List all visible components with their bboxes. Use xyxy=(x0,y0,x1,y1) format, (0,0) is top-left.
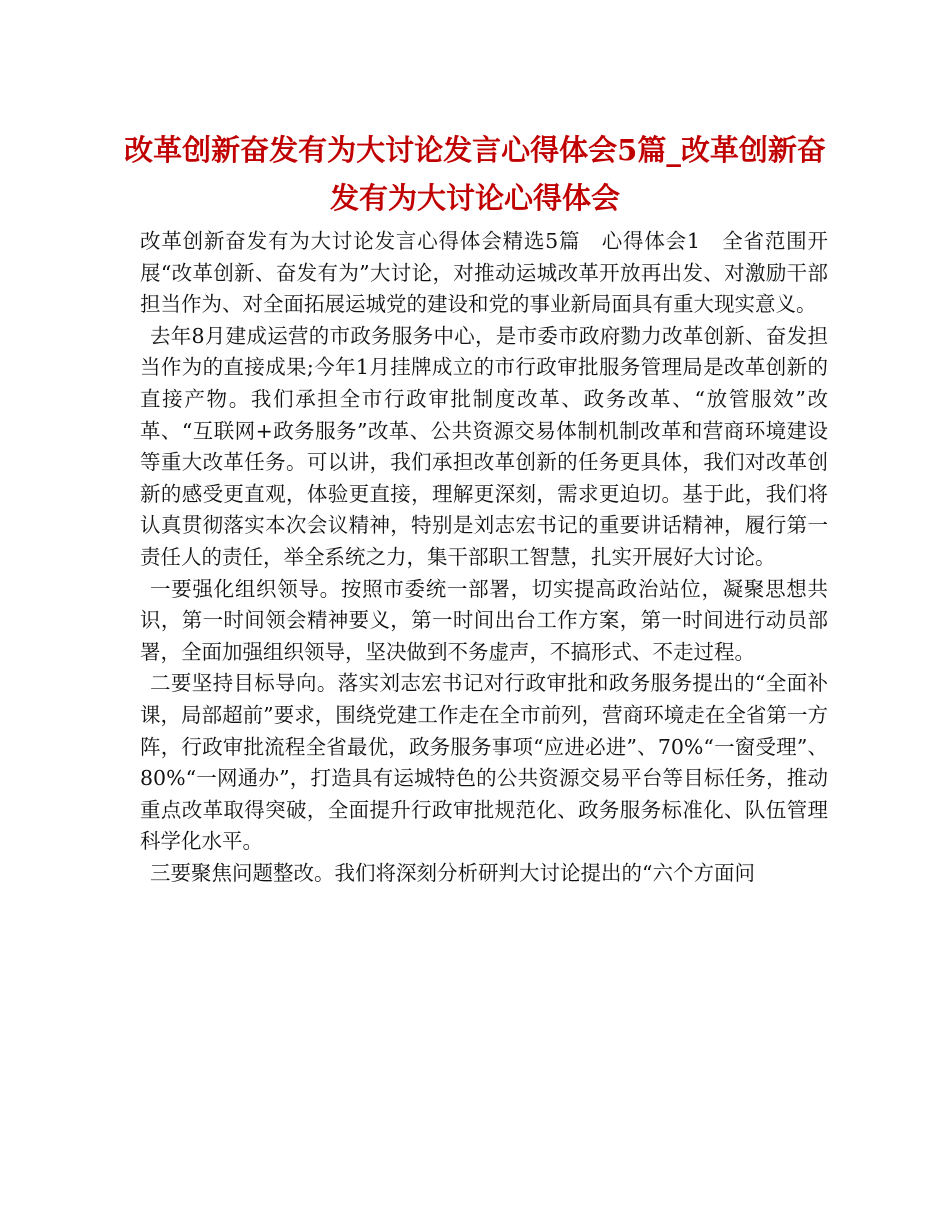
paragraph-intro: 改革创新奋发有为大讨论发言心得体会精选5篇 心得体会1 全省范围开展“改革创新、奋发有为”大讨论，对推动运城改革开放再出发、对激励干部担当作为、对全面拓展运城党的建设和党的事业新局面具有重大现实意义。 xyxy=(140,229,828,317)
paragraph-point-three: 三要聚焦问题整改。我们将深刻分析研判大讨论提出的“六个方面问 xyxy=(150,860,755,885)
document-body xyxy=(140,226,828,889)
paragraph-point-two: 二要坚持目标导向。落实刘志宏书记对行政审批和政务服务提出的“全面补课，局部超前”要求，围绕党建工作走在全市前列，营商环境走在全省第一方阵，行政审批流程全省最优，政务服务事项“应进必进”、70%“一窗受理”、80%“一网通办”，打造具有运城特色的公共资源交易平台等目标任务，推动重点改革取得突破，全面提升行政审批规范化、政务服务标准化、队伍管理科学化水平。 xyxy=(140,671,828,854)
paragraph-background: 去年8月建成运营的市政务服务中心，是市委市政府勠力改革创新、奋发担当作为的直接成果;今年1月挂牌成立的市行政审批服务管理局是改革创新的直接产物。我们承担全市行政审批制度改革、政务改革、“放管服效”改革、“互联网+政务服务”改革、公共资源交易体制机制改革和营商环境建设等重大改革任务。可以讲，我们承担改革创新的任务更具体，我们对改革创新的感受更直观，体验更直接，理解更深刻，需求更迫切。基于此，我们将认真贯彻落实本次会议精神，特别是刘志宏书记的重要讲话精神，履行第一责任人的责任，举全系统之力，集干部职工智慧，扎实开展好大讨论。 xyxy=(140,323,828,569)
document-title: 改革创新奋发有为大讨论发言心得体会5篇_改革创新奋发有为大讨论心得体会 xyxy=(124,133,826,215)
paragraph-point-one: 一要强化组织领导。按照市委统一部署，切实提高政治站位，凝聚思想共识，第一时间领会精神要义，第一时间出台工作方案，第一时间进行动员部署，全面加强组织领导，坚决做到不务虚声，不搞形式、不走过程。 xyxy=(140,576,828,664)
